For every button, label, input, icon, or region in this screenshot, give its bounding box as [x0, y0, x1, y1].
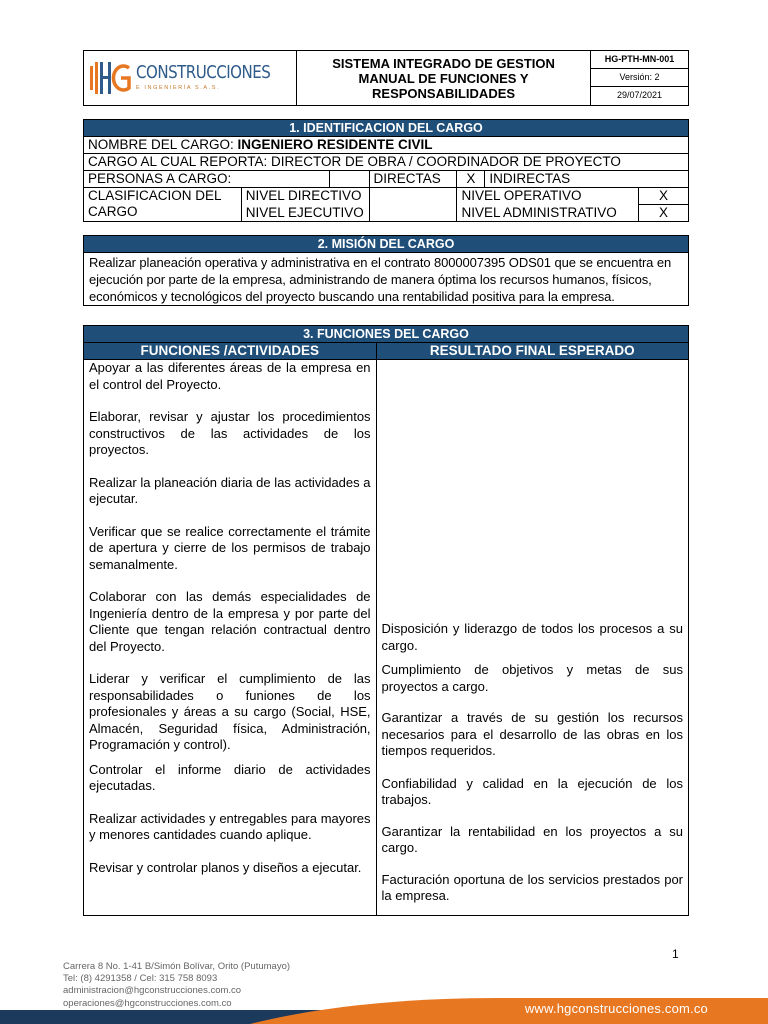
list-item: Elaborar, revisar y ajustar los procedimientos constructivos de las actividades de los proyectos.: [89, 409, 371, 457]
funciones-list: [84, 360, 377, 916]
document-date: 29/07/2021: [616, 90, 663, 100]
section-identificacion: [83, 119, 689, 222]
mision-text: Realizar planeación operativa y administrativa en el contrato 8000007395 ODS01 que se encuentra en ejecución por parte de la empresa, administrando de manera óptima los recursos humanos, físicos, económicos y tecnológicos del proyecto buscando una rentabilidad positiva para la empresa.: [84, 253, 689, 306]
cargo-label: NOMBRE DEL CARGO:: [88, 137, 238, 152]
document-title: [297, 51, 591, 106]
list-item: Revisar y controlar planos y diseños a ejecutar.: [89, 859, 362, 875]
list-item: Colaborar con las demás especialidades de Ingeniería dentro de la empresa y por parte del Cliente que tengan relación contractual dentro del Proyecto.: [89, 589, 371, 654]
company-logo: [88, 53, 292, 103]
nivel-directivo: NIVEL DIRECTIVO: [241, 188, 369, 205]
nivel-operativo-mark: X: [639, 188, 689, 205]
title-line: RESPONSABILIDADES: [372, 85, 516, 101]
cargo-name-row: [84, 137, 689, 154]
section-title: 1. IDENTIFICACION DEL CARGO: [84, 120, 689, 137]
list-item: Liderar y verificar el cumplimiento de las responsabilidades o funiones de los profesionales y áreas a su cargo (Social, HSE, Almacén, Seguridad física, Administración, Programación y control).: [89, 671, 371, 752]
list-item: Garantizar la rentabilidad en los proyectos a su cargo.: [381, 823, 683, 855]
directas-label: DIRECTAS: [369, 171, 457, 188]
page-number: 1: [672, 947, 679, 961]
list-item: Realizar actividades y entregables para mayores y menores cantidades cuando aplique.: [89, 810, 371, 842]
indirectas-label: INDIRECTAS: [485, 171, 689, 188]
personas-label: PERSONAS A CARGO:: [84, 171, 330, 188]
document-header: [83, 50, 689, 106]
document-meta: [591, 51, 689, 106]
list-item: Disposición y liderazgo de todos los procesos a su cargo.: [381, 621, 683, 653]
address-line: administracion@hgconstrucciones.com.co: [63, 985, 242, 997]
hg-logo-icon: [88, 56, 132, 100]
list-item: Facturación oportuna de los servicios prestados por la empresa.: [381, 871, 683, 903]
col-header-funciones: FUNCIONES /ACTIVIDADES: [84, 343, 377, 360]
address-line: operaciones@hgconstrucciones.com.co: [63, 997, 232, 1009]
list-item: Realizar la planeación diaria de las actividades a ejecutar.: [89, 474, 371, 506]
list-item: Controlar el informe diario de actividades ejecutadas.: [89, 761, 371, 793]
address-line: Carrera 8 No. 1-41 B/Simón Bolívar, Orito (Putumayo): [63, 961, 291, 972]
directas-mark: X: [457, 171, 485, 188]
address-line: Tel: (8) 4291358 / Cel: 315 758 8093: [63, 973, 218, 985]
document-version: Versión: 2: [591, 69, 688, 87]
list-item: Confiabilidad y calidad en la ejecución de los trabajos.: [381, 775, 683, 807]
title-line: MANUAL DE FUNCIONES Y: [358, 70, 529, 86]
section-title: 3. FUNCIONES DEL CARGO: [84, 326, 689, 343]
nivel-administrativo: NIVEL ADMINISTRATIVO: [457, 205, 639, 222]
section-mision: [83, 235, 689, 306]
list-item: Garantizar a través de su gestión los recursos necesarios para el desarrollo de las obras en los tiempos requeridos.: [381, 710, 683, 758]
nivel-ejecutivo: NIVEL EJECUTIVO: [241, 205, 369, 222]
footer-website: www.hgconstrucciones.com.co: [524, 1001, 708, 1016]
cargo-value: INGENIERO RESIDENTE CIVIL: [237, 137, 433, 152]
document-code: HG-PTH-MN-001: [591, 51, 688, 69]
section-funciones: [83, 325, 689, 916]
clasificacion-label: CLASIFICACION DEL CARGO: [84, 188, 242, 222]
list-item: Cumplimiento de objetivos y metas de sus proyectos a cargo.: [381, 662, 683, 694]
list-item: Verificar que se realice correctamente el trámite de apertura y cierre de los permisos de trabajo semanalmente.: [89, 523, 371, 572]
logo-text: CONSTRUCCIONES: [136, 63, 271, 83]
col-header-resultados: RESULTADO FINAL ESPERADO: [376, 343, 688, 360]
logo-subtext: E INGENIERÍA S.A.S.: [136, 84, 221, 91]
logo-cell: [84, 51, 297, 106]
resultados-list: [376, 360, 688, 916]
title-line: SISTEMA INTEGRADO DE GESTION: [332, 55, 555, 71]
list-item: Apoyar a las diferentes áreas de la empresa en el control del Proyecto.: [89, 360, 371, 392]
reporta-row: CARGO AL CUAL REPORTA: DIRECTOR DE OBRA / COORDINADOR DE PROYECTO: [84, 154, 689, 171]
nivel-operativo: NIVEL OPERATIVO: [457, 188, 639, 205]
nivel-administrativo-mark: X: [639, 205, 689, 222]
section-title: 2. MISIÓN DEL CARGO: [84, 236, 689, 253]
